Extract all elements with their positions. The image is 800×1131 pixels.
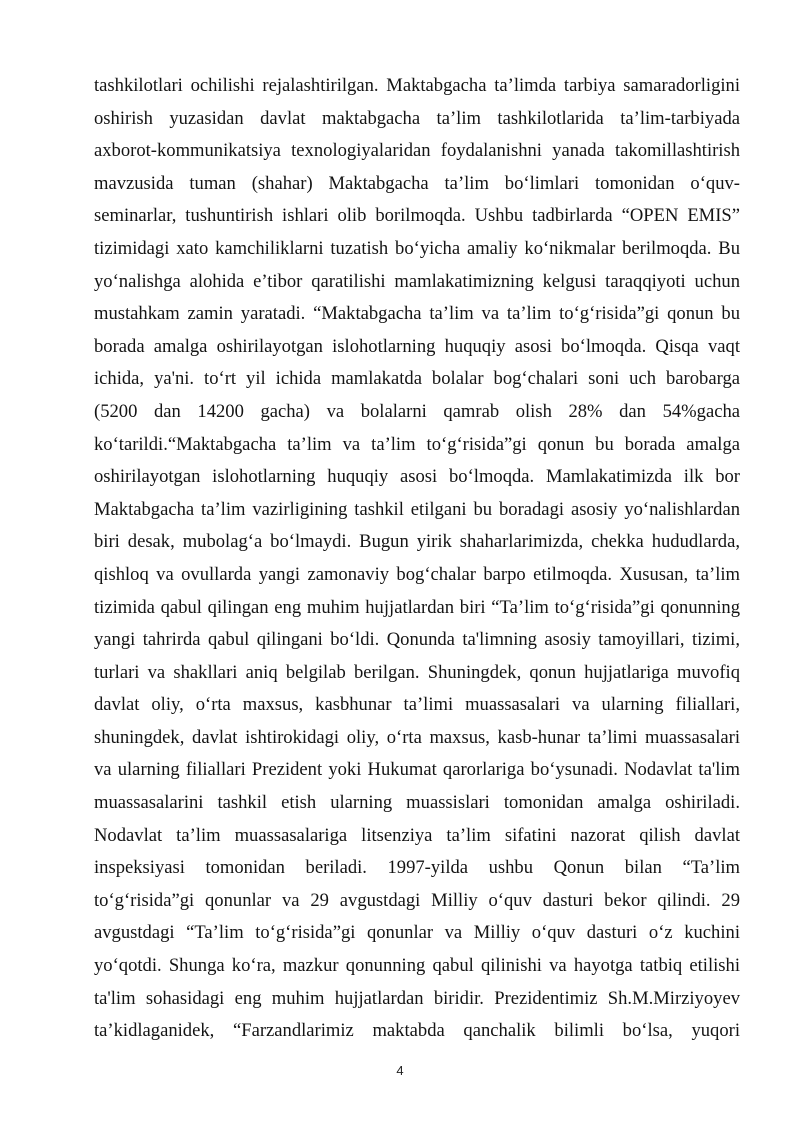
text-line: inspeksiyasi tomonidan beriladi. 1997-yilda ushbu Qonun bilan “Ta’lim [94,857,740,879]
text-line: avgustdagi “Ta’lim to‘g‘risida”gi qonunlar va Milliy o‘quv dasturi o‘z kuchini [94,922,740,944]
text-line: Nodavlat ta’lim muassasalariga litsenziya ta’lim sifatini nazorat qilish davlat [94,824,740,846]
text-line: ta’kidlaganidek, “Farzandlarimiz maktabda qanchalik bilimli bo‘lsa, yuqori [94,1020,740,1042]
text-line: yangi tahrirda qabul qilingani bo‘ldi. Qonunda ta'limning asosiy tamoyillari, tizimi, [94,629,740,651]
text-line: shuningdek, davlat ishtirokidagi oliy, o‘rta maxsus, kasb-hunar ta’limi muassasalari [94,726,740,748]
text-line: yo‘qotdi. Shunga ko‘ra, mazkur qonunning qabul qilinishi va hayotga tatbiq etilishi [94,955,740,977]
text-line: borada amalga oshirilayotgan islohotlarning huquqiy asosi bo‘lmoqda. Qisqa vaqt [94,335,740,357]
text-line: tizimida qabul qilingan eng muhim hujjatlardan biri “Ta’lim to‘g‘risida”gi qonunning [94,596,740,618]
text-line: ichida, ya'ni. to‘rt yil ichida mamlakatda bolalar bog‘chalari soni uch barobarga [94,368,740,390]
text-line: oshirilayotgan islohotlarning huquqiy asosi bo‘lmoqda. Mamlakatimizda ilk bor [94,466,740,488]
text-line: qishloq va ovullarda yangi zamonaviy bog‘chalar barpo etilmoqda. Xususan, ta’lim [94,563,740,585]
text-line: mustahkam zamin yaratadi. “Maktabgacha ta’lim va ta’lim to‘g‘risida”gi qonun bu [94,303,740,325]
body-paragraph [94,70,740,1048]
text-line: va ularning filiallari Prezident yoki Hukumat qarorlariga bo‘ysunadi. Nodavlat ta'lim [94,759,740,781]
text-line: tashkilotlari ochilishi rejalashtirilgan. Maktabgacha ta’limda tarbiya samaradorligini [94,75,740,96]
text-line: davlat oliy, o‘rta maxsus, kasbhunar ta’limi muassasalari va ularning filiallari, [94,694,740,716]
text-line: Maktabgacha ta’lim vazirligining tashkil etilgani bu boradagi asosiy yo‘nalishlardan [94,498,740,520]
text-line: muassasalarini tashkil etish ularning muassislari tomonidan amalga oshiriladi. [94,792,740,814]
text-line: ko‘tarildi.“Maktabgacha ta’lim va ta’lim to‘g‘risida”gi qonun bu borada amalga [94,433,740,455]
text-line: to‘g‘risida”gi qonunlar va 29 avgustdagi Milliy o‘quv dasturi bekor qilindi. 29 [94,889,740,911]
text-line: (5200 dan 14200 gacha) va bolalarni qamrab olish 28% dan 54%gacha [94,400,740,422]
text-line: oshirish yuzasidan davlat maktabgacha ta’lim tashkilotlarida ta’lim-tarbiyada [94,107,740,129]
text-line: turlari va shakllari aniq belgilab berilgan. Shuningdek, qonun hujjatlariga muvofiq [94,661,740,683]
page-number: 4 [396,1063,404,1078]
text-line: yo‘nalishga alohida e’tibor qaratilishi mamlakatimizning kelgusi taraqqiyoti uchun [94,270,740,292]
text-line: axborot-kommunikatsiya texnologiyalaridan foydalanishni yanada takomillashtirish [94,140,740,162]
text-line: biri desak, mubolag‘a bo‘lmaydi. Bugun yirik shaharlarimizda, chekka hududlarda, [94,531,740,553]
text-line: mavzusida tuman (shahar) Maktabgacha ta’lim bo‘limlari tomonidan o‘quv- [94,172,740,194]
text-line: seminarlar, tushuntirish ishlari olib borilmoqda. Ushbu tadbirlarda “OPEN EMIS” [94,205,740,227]
text-line: ta'lim sohasidagi eng muhim hujjatlardan biridir. Prezidentimiz Sh.M.Mirziyoyev [94,987,740,1009]
text-line: tizimidagi xato kamchiliklarni tuzatish bo‘yicha amaliy ko‘nikmalar berilmoqda. Bu [94,237,740,259]
